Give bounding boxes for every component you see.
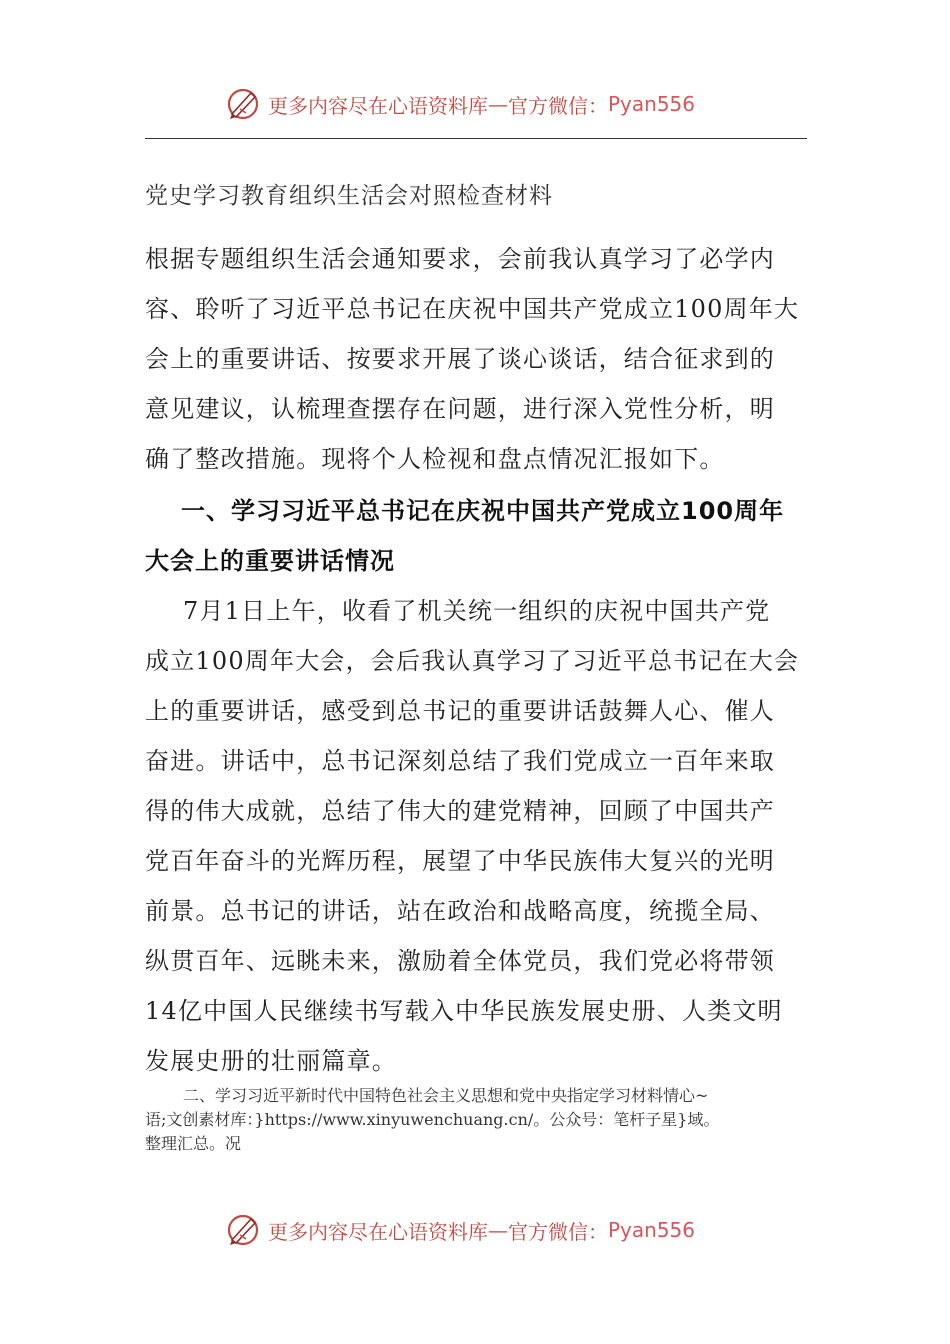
watermark-separator: — — [488, 1218, 508, 1242]
footer-watermark — [226, 1210, 726, 1250]
paragraph-line: 奋进。讲话中，总书记深刻总结了我们党成立一百年来取 — [145, 747, 775, 775]
paragraph-line: 根据专题组织生活会通知要求，会前我认真学习了必学内 — [145, 245, 775, 273]
section-paragraph — [145, 586, 807, 1086]
intro-paragraph — [145, 234, 807, 484]
header-divider — [145, 138, 807, 139]
watermark-wechat-id: Pyan556 — [608, 92, 696, 116]
heading-line: 大会上的重要讲话情况 — [145, 547, 395, 575]
paragraph-line: 7月1日上午，收看了机关统一组织的庆祝中国共产党 — [183, 597, 771, 625]
watermark-wechat-label: 官方微信： — [508, 93, 608, 118]
watermark-wechat-label: 官方微信： — [508, 1219, 608, 1244]
paragraph-line: 成立100周年大会，会后我认真学习了习近平总书记在大会 — [145, 647, 800, 675]
paragraph-line: 党百年奋斗的光辉历程，展望了中华民族伟大复兴的光明 — [145, 847, 775, 875]
watermark-wechat-id: Pyan556 — [608, 1218, 696, 1242]
paragraph-line: 会上的重要讲话、按要求开展了谈心谈话，结合征求到的 — [145, 345, 775, 373]
watermark-separator: — — [488, 92, 508, 116]
pen-logo-icon — [226, 87, 260, 121]
watermark-site-text: 更多内容尽在心语资料库 — [268, 93, 488, 118]
small-line: 二、学习习近平新时代中国特色社会主义思想和党中央指定学习材料情心~ — [183, 1086, 709, 1105]
paragraph-line: 得的伟大成就，总结了伟大的建党精神，回顾了中国共产 — [145, 797, 775, 825]
paragraph-line: 容、聆听了习近平总书记在庆祝中国共产党成立100周年大 — [145, 295, 800, 323]
paragraph-line: 确了整改措施。现将个人检视和盘点情况汇报如下。 — [145, 445, 725, 473]
paragraph-line: 上的重要讲话，感受到总书记的重要讲话鼓舞人心、催人 — [145, 697, 775, 725]
heading-line: 一、学习习近平总书记在庆祝中国共产党成立100周年 — [181, 497, 785, 525]
small-line: 整理汇总。况 — [145, 1134, 242, 1153]
header-watermark — [226, 84, 726, 124]
paragraph-line: 纵贯百年、远眺未来，激励着全体党员，我们党必将带领 — [145, 947, 775, 975]
document-title: 党史学习教育组织生活会对照检查材料 — [145, 183, 553, 209]
small-print-note — [145, 1084, 810, 1156]
paragraph-line: 14亿中国人民继续书写载入中华民族发展史册、人类文明 — [145, 997, 783, 1025]
section-heading — [145, 486, 807, 586]
watermark-site-text: 更多内容尽在心语资料库 — [268, 1219, 488, 1244]
paragraph-line: 发展史册的壮丽篇章。 — [145, 1047, 397, 1075]
pen-logo-icon — [226, 1213, 260, 1247]
paragraph-line: 意见建议，认梳理查摆存在问题，进行深入党性分析，明 — [145, 395, 775, 423]
paragraph-line: 前景。总书记的讲话，站在政治和战略高度，统揽全局、 — [145, 897, 775, 925]
small-line: 语;文创素材库：}https://www.xinyuwenchuang.cn/。公众号：笔杆子星}域。 — [145, 1110, 720, 1129]
